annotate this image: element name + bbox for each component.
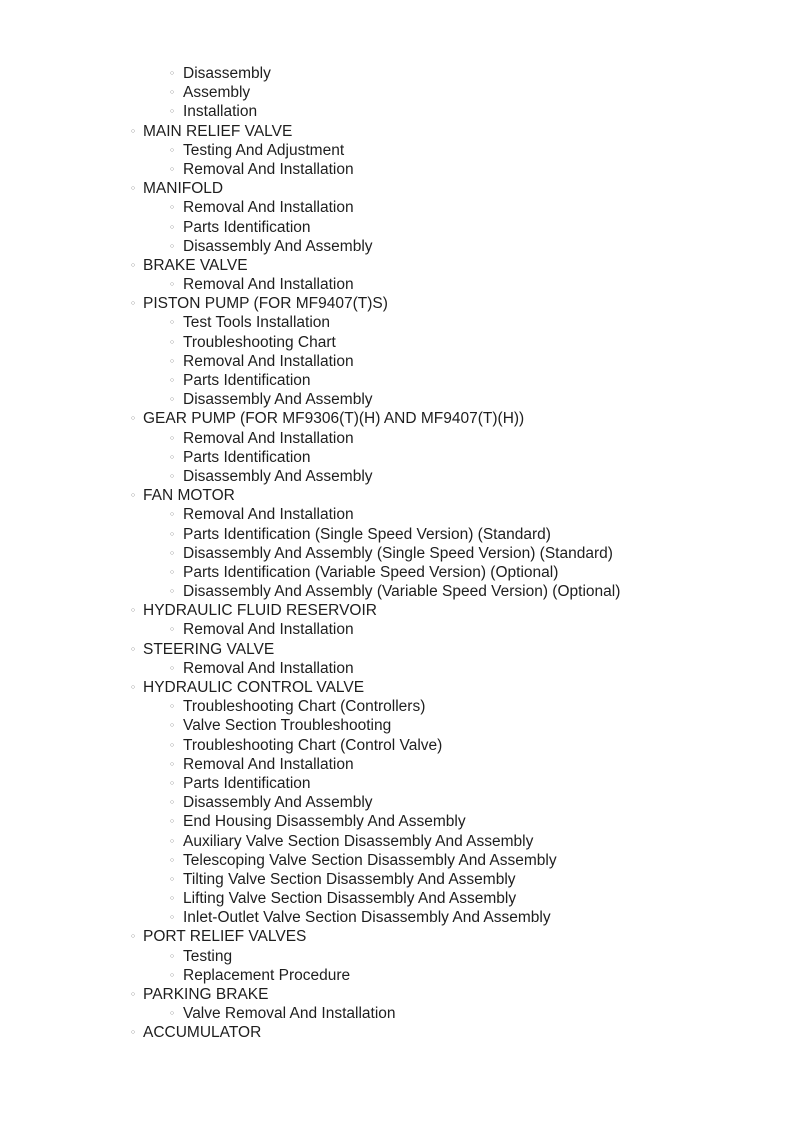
- subsection-label: End Housing Disassembly And Assembly: [183, 813, 466, 831]
- section-label: PISTON PUMP (FOR MF9407(T)S): [143, 295, 388, 313]
- circle-bullet-icon: ○: [130, 492, 136, 500]
- toc-subsection: [0, 908, 794, 927]
- subsection-label: Parts Identification: [183, 372, 311, 389]
- circle-bullet-icon: ○: [130, 1029, 136, 1037]
- subsection-label: Assembly: [183, 84, 251, 102]
- subsection-label: Testing: [183, 947, 233, 965]
- section-label: HYDRAULIC CONTROL VALVE: [143, 679, 365, 696]
- toc-subsection: [0, 141, 794, 160]
- toc-section: [0, 122, 794, 141]
- toc-subsection: [0, 102, 794, 121]
- subsection-label: Testing And Adjustment: [183, 141, 345, 159]
- subsection-label: Removal And Installation: [183, 352, 354, 370]
- subsection-label: Parts Identification: [183, 774, 311, 792]
- toc-subsection: [0, 659, 794, 678]
- toc-subsection: [0, 966, 794, 985]
- circle-bullet-icon: ○: [169, 588, 175, 596]
- subsection-label: Auxiliary Valve Section Disassembly And Assembly: [183, 832, 534, 850]
- toc-subsection: [0, 1004, 794, 1023]
- subsection-label: Removal And Installation: [183, 621, 354, 639]
- toc-subsection: [0, 429, 794, 448]
- section-label: MAIN RELIEF VALVE: [143, 122, 293, 140]
- circle-bullet-icon: ○: [169, 914, 175, 922]
- subsection-label: Troubleshooting Chart (Control Valve): [183, 736, 443, 754]
- toc-subsection: [0, 448, 794, 467]
- subsection-label: Disassembly And Assembly (Variable Speed Version) (Optional): [183, 583, 621, 601]
- circle-bullet-icon: ○: [169, 165, 175, 173]
- toc-subsection: [0, 525, 794, 544]
- subsection-label: Parts Identification (Variable Speed Version) (Optional): [183, 563, 559, 581]
- circle-bullet-icon: ○: [169, 146, 175, 154]
- subsection-label: Disassembly And Assembly: [183, 794, 373, 812]
- circle-bullet-icon: ○: [169, 703, 175, 711]
- toc-subsection: [0, 544, 794, 563]
- toc-subsection: [0, 563, 794, 582]
- circle-bullet-icon: ○: [169, 875, 175, 883]
- toc-subsection: [0, 620, 794, 639]
- toc-section: [0, 678, 794, 697]
- toc-subsection: [0, 83, 794, 102]
- subsection-label: Telescoping Valve Section Disassembly And Assembly: [183, 851, 557, 869]
- circle-bullet-icon: ○: [169, 568, 175, 576]
- toc-subsection: [0, 774, 794, 793]
- toc-subsection: [0, 716, 794, 735]
- section-label: BRAKE VALVE: [143, 256, 248, 274]
- toc-section: [0, 985, 794, 1004]
- subsection-label: Removal And Installation: [183, 429, 354, 447]
- subsection-label: Replacement Procedure: [183, 966, 351, 984]
- toc-subsection: [0, 889, 794, 908]
- section-label: STEERING VALVE: [143, 640, 275, 658]
- subsection-label: Removal And Installation: [183, 659, 354, 677]
- section-label: MANIFOLD: [143, 180, 224, 198]
- toc-section: [0, 256, 794, 275]
- subsection-label: Inlet-Outlet Valve Section Disassembly And Assembly: [183, 909, 551, 927]
- toc-subsection: [0, 218, 794, 237]
- subsection-label: Tilting Valve Section Disassembly And Assembly: [183, 870, 516, 888]
- toc-subsection: [0, 947, 794, 966]
- toc-subsection: [0, 793, 794, 812]
- toc-section: [0, 1023, 794, 1042]
- subsection-label: Disassembly And Assembly: [183, 467, 373, 485]
- circle-bullet-icon: ○: [169, 338, 175, 346]
- section-label: PORT RELIEF VALVES: [143, 928, 307, 946]
- subsection-label: Parts Identification: [183, 218, 311, 236]
- subsection-label: Troubleshooting Chart: [183, 333, 336, 351]
- circle-bullet-icon: ○: [130, 300, 136, 308]
- toc-subsection: [0, 697, 794, 716]
- circle-bullet-icon: ○: [169, 108, 175, 116]
- circle-bullet-icon: ○: [169, 722, 175, 730]
- circle-bullet-icon: ○: [169, 472, 175, 480]
- circle-bullet-icon: ○: [169, 396, 175, 404]
- toc-section: [0, 409, 794, 428]
- toc-subsection: [0, 505, 794, 524]
- circle-bullet-icon: ○: [169, 511, 175, 519]
- subsection-label: Removal And Installation: [183, 276, 354, 294]
- section-label: FAN MOTOR: [143, 487, 235, 505]
- subsection-label: Parts Identification: [183, 448, 311, 466]
- toc-subsection: [0, 333, 794, 352]
- toc-subsection: [0, 237, 794, 256]
- circle-bullet-icon: ○: [169, 549, 175, 557]
- circle-bullet-icon: ○: [130, 261, 136, 269]
- toc-subsection: [0, 371, 794, 390]
- circle-bullet-icon: ○: [169, 741, 175, 749]
- subsection-label: Removal And Installation: [183, 506, 354, 524]
- circle-bullet-icon: ○: [130, 645, 136, 653]
- toc-subsection: [0, 64, 794, 83]
- circle-bullet-icon: ○: [169, 319, 175, 327]
- circle-bullet-icon: ○: [169, 204, 175, 212]
- circle-bullet-icon: ○: [169, 377, 175, 384]
- toc-subsection: [0, 582, 794, 601]
- circle-bullet-icon: ○: [169, 837, 175, 845]
- toc-subsection: [0, 352, 794, 371]
- circle-bullet-icon: ○: [169, 89, 175, 97]
- table-of-contents: [0, 64, 794, 1043]
- circle-bullet-icon: ○: [169, 281, 175, 289]
- circle-bullet-icon: ○: [169, 357, 175, 365]
- toc-subsection: [0, 870, 794, 889]
- subsection-label: Valve Removal And Installation: [183, 1005, 396, 1023]
- toc-subsection: [0, 736, 794, 755]
- toc-subsection: [0, 160, 794, 179]
- subsection-label: Removal And Installation: [183, 755, 354, 773]
- subsection-label: Troubleshooting Chart (Controllers): [183, 698, 426, 716]
- toc-section: [0, 601, 794, 620]
- section-label: ACCUMULATOR: [143, 1024, 262, 1042]
- toc-subsection: [0, 390, 794, 409]
- toc-section: [0, 294, 794, 313]
- toc-subsection: [0, 198, 794, 217]
- circle-bullet-icon: ○: [169, 818, 175, 826]
- subsection-label: Installation: [183, 103, 258, 121]
- toc-subsection: [0, 812, 794, 831]
- section-label: HYDRAULIC FLUID RESERVOIR: [143, 602, 377, 620]
- circle-bullet-icon: ○: [169, 971, 175, 979]
- circle-bullet-icon: ○: [169, 856, 175, 864]
- subsection-label: Disassembly And Assembly (Single Speed Version) (Standard): [183, 544, 613, 562]
- subsection-label: Disassembly And Assembly: [183, 391, 373, 409]
- circle-bullet-icon: ○: [130, 933, 136, 941]
- toc-section: [0, 486, 794, 505]
- circle-bullet-icon: ○: [169, 1010, 175, 1018]
- subsection-label: Lifting Valve Section Disassembly And Assembly: [183, 890, 517, 908]
- toc-subsection: [0, 467, 794, 486]
- toc-section: [0, 927, 794, 946]
- toc-subsection: [0, 832, 794, 851]
- toc-subsection: [0, 851, 794, 870]
- circle-bullet-icon: ○: [169, 895, 175, 903]
- circle-bullet-icon: ○: [169, 530, 175, 538]
- subsection-label: Valve Section Troubleshooting: [183, 717, 392, 735]
- toc-subsection: [0, 313, 794, 332]
- circle-bullet-icon: ○: [169, 626, 175, 634]
- toc-section: [0, 179, 794, 198]
- circle-bullet-icon: ○: [169, 779, 175, 787]
- circle-bullet-icon: ○: [169, 664, 175, 672]
- circle-bullet-icon: ○: [169, 952, 175, 960]
- toc-subsection: [0, 275, 794, 294]
- subsection-label: Removal And Installation: [183, 199, 354, 217]
- circle-bullet-icon: ○: [169, 70, 175, 77]
- toc-subsection: [0, 755, 794, 774]
- circle-bullet-icon: ○: [169, 453, 175, 461]
- circle-bullet-icon: ○: [130, 684, 136, 691]
- circle-bullet-icon: ○: [130, 415, 136, 423]
- subsection-label: Disassembly And Assembly: [183, 237, 373, 255]
- circle-bullet-icon: ○: [169, 799, 175, 807]
- subsection-label: Disassembly: [183, 65, 271, 82]
- toc-section: [0, 640, 794, 659]
- subsection-label: Test Tools Installation: [183, 314, 331, 332]
- subsection-label: Removal And Installation: [183, 160, 354, 178]
- circle-bullet-icon: ○: [130, 607, 136, 615]
- circle-bullet-icon: ○: [169, 760, 175, 768]
- circle-bullet-icon: ○: [169, 223, 175, 231]
- circle-bullet-icon: ○: [130, 127, 136, 135]
- section-label: GEAR PUMP (FOR MF9306(T)(H) AND MF9407(T)(H)): [143, 410, 525, 428]
- circle-bullet-icon: ○: [169, 242, 175, 250]
- subsection-label: Parts Identification (Single Speed Version) (Standard): [183, 525, 551, 543]
- circle-bullet-icon: ○: [169, 434, 175, 442]
- circle-bullet-icon: ○: [130, 185, 136, 193]
- section-label: PARKING BRAKE: [143, 986, 269, 1003]
- circle-bullet-icon: ○: [130, 991, 136, 998]
